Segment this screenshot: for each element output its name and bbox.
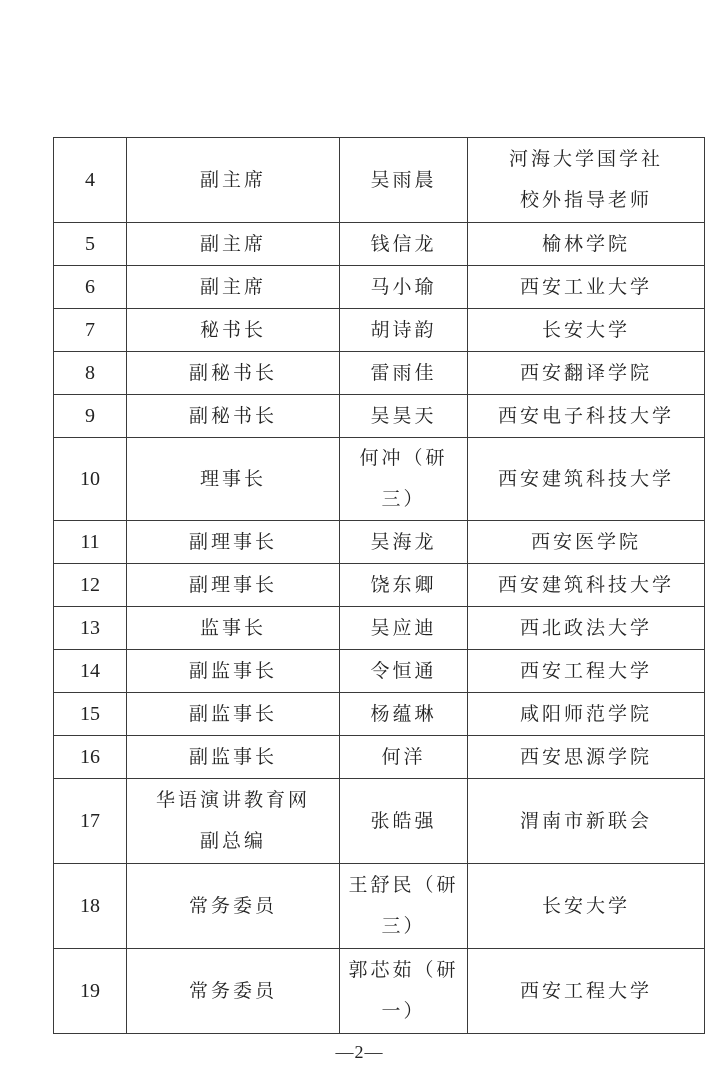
organization-cell	[468, 352, 705, 395]
position-cell	[127, 223, 340, 266]
organization-cell	[468, 395, 705, 438]
organization-cell	[468, 949, 705, 1034]
organization-line: 西安建筑科技大学	[497, 573, 674, 596]
organization-line: 校外指导老师	[519, 189, 652, 211]
position-line: 副主席	[199, 168, 266, 191]
organization-cell	[468, 309, 705, 352]
name-line: 吴昊天	[370, 404, 437, 427]
position-line: 副总编	[199, 830, 266, 852]
name-line: 饶东卿	[370, 573, 437, 596]
position-cell	[127, 864, 340, 949]
row-number: 12	[54, 564, 127, 607]
name-line: 三）	[381, 915, 426, 937]
row-number: 8	[54, 352, 127, 395]
organization-line: 西安思源学院	[519, 745, 652, 768]
name-line: 何冲（研三）	[359, 447, 448, 510]
table-row	[54, 223, 705, 266]
organization-cell	[468, 693, 705, 736]
organization-line: 西安工程大学	[519, 659, 652, 682]
organization-cell	[468, 138, 705, 223]
organization-line: 河海大学国学社	[508, 148, 663, 170]
row-number: 10	[54, 438, 127, 521]
name-cell	[340, 223, 468, 266]
position-cell	[127, 395, 340, 438]
organization-line: 长安大学	[541, 318, 630, 341]
position-cell	[127, 693, 340, 736]
organization-line: 西安建筑科技大学	[497, 467, 674, 490]
organization-line: 西安医学院	[530, 530, 641, 553]
name-cell	[340, 779, 468, 864]
position-line: 副秘书长	[188, 361, 277, 384]
name-line: 吴海龙	[370, 530, 437, 553]
organization-line: 西安翻译学院	[519, 361, 652, 384]
organization-line: 西北政法大学	[519, 616, 652, 639]
position-line: 副秘书长	[188, 404, 277, 427]
name-cell	[340, 607, 468, 650]
table-row	[54, 395, 705, 438]
name-line: 吴应迪	[370, 616, 437, 639]
organization-cell	[468, 650, 705, 693]
name-line: 何洋	[381, 745, 426, 768]
position-cell	[127, 564, 340, 607]
name-cell	[340, 266, 468, 309]
position-cell	[127, 266, 340, 309]
position-line: 理事长	[199, 467, 266, 490]
name-line: 张皓强	[370, 809, 437, 832]
name-cell	[340, 521, 468, 564]
name-line: 钱信龙	[370, 232, 437, 255]
name-line: 胡诗韵	[370, 318, 437, 341]
name-cell	[340, 650, 468, 693]
row-number: 18	[54, 864, 127, 949]
position-cell	[127, 352, 340, 395]
position-line: 常务委员	[188, 979, 277, 1002]
position-line: 监事长	[199, 616, 266, 639]
name-line: 吴雨晨	[370, 168, 437, 191]
organization-cell	[468, 223, 705, 266]
name-cell	[340, 395, 468, 438]
position-line: 副监事长	[188, 659, 277, 682]
table-row	[54, 736, 705, 779]
position-line: 副理事长	[188, 530, 277, 553]
position-cell	[127, 779, 340, 864]
row-number: 9	[54, 395, 127, 438]
organization-line: 西安工业大学	[519, 275, 652, 298]
organization-line: 渭南市新联会	[519, 809, 652, 832]
row-number: 4	[54, 138, 127, 223]
position-cell	[127, 607, 340, 650]
table-row	[54, 864, 705, 949]
row-number: 5	[54, 223, 127, 266]
name-line: 令恒通	[370, 659, 437, 682]
table-row	[54, 779, 705, 864]
organization-cell	[468, 521, 705, 564]
row-number: 17	[54, 779, 127, 864]
name-line: 杨蕴琳	[370, 702, 437, 725]
table-row	[54, 521, 705, 564]
row-number: 14	[54, 650, 127, 693]
position-line: 副监事长	[188, 745, 277, 768]
table-row	[54, 266, 705, 309]
organization-line: 西安电子科技大学	[497, 404, 674, 427]
position-line: 副主席	[199, 232, 266, 255]
name-cell	[340, 564, 468, 607]
table-row	[54, 352, 705, 395]
position-cell	[127, 949, 340, 1034]
name-cell	[340, 864, 468, 949]
position-line: 副主席	[199, 275, 266, 298]
row-number: 6	[54, 266, 127, 309]
name-cell	[340, 949, 468, 1034]
table-row	[54, 309, 705, 352]
organization-cell	[468, 864, 705, 949]
organization-line: 西安工程大学	[519, 979, 652, 1002]
table-row	[54, 650, 705, 693]
table-row	[54, 949, 705, 1034]
row-number: 19	[54, 949, 127, 1034]
position-line: 副理事长	[188, 573, 277, 596]
row-number: 13	[54, 607, 127, 650]
name-line: 一）	[381, 1000, 426, 1022]
table-row	[54, 564, 705, 607]
organization-cell	[468, 736, 705, 779]
name-line: 郭芯茹（研	[348, 959, 459, 981]
position-line: 常务委员	[188, 894, 277, 917]
name-cell	[340, 438, 468, 521]
name-cell	[340, 138, 468, 223]
row-number: 7	[54, 309, 127, 352]
name-line: 马小瑜	[370, 275, 437, 298]
position-cell	[127, 736, 340, 779]
position-cell	[127, 521, 340, 564]
name-line: 王舒民（研	[348, 874, 459, 896]
organization-line: 长安大学	[541, 894, 630, 917]
organization-cell	[468, 564, 705, 607]
organization-cell	[468, 266, 705, 309]
position-cell	[127, 438, 340, 521]
table-row	[54, 138, 705, 223]
page-number: —2—	[335, 1042, 384, 1062]
position-line: 秘书长	[199, 318, 266, 341]
position-cell	[127, 650, 340, 693]
table-row	[54, 607, 705, 650]
row-number: 16	[54, 736, 127, 779]
position-cell	[127, 309, 340, 352]
position-cell	[127, 138, 340, 223]
name-line: 雷雨佳	[370, 361, 437, 384]
organization-line: 榆林学院	[541, 232, 630, 255]
row-number: 11	[54, 521, 127, 564]
name-cell	[340, 736, 468, 779]
organization-cell	[468, 607, 705, 650]
organization-cell	[468, 779, 705, 864]
name-cell	[340, 693, 468, 736]
position-line: 华语演讲教育网	[155, 789, 310, 811]
position-line: 副监事长	[188, 702, 277, 725]
organization-cell	[468, 438, 705, 521]
name-cell	[340, 309, 468, 352]
row-number: 15	[54, 693, 127, 736]
member-table	[53, 137, 705, 1034]
table-row	[54, 693, 705, 736]
table-row	[54, 438, 705, 521]
member-table-body	[54, 138, 705, 1034]
organization-line: 咸阳师范学院	[519, 702, 652, 725]
name-cell	[340, 352, 468, 395]
